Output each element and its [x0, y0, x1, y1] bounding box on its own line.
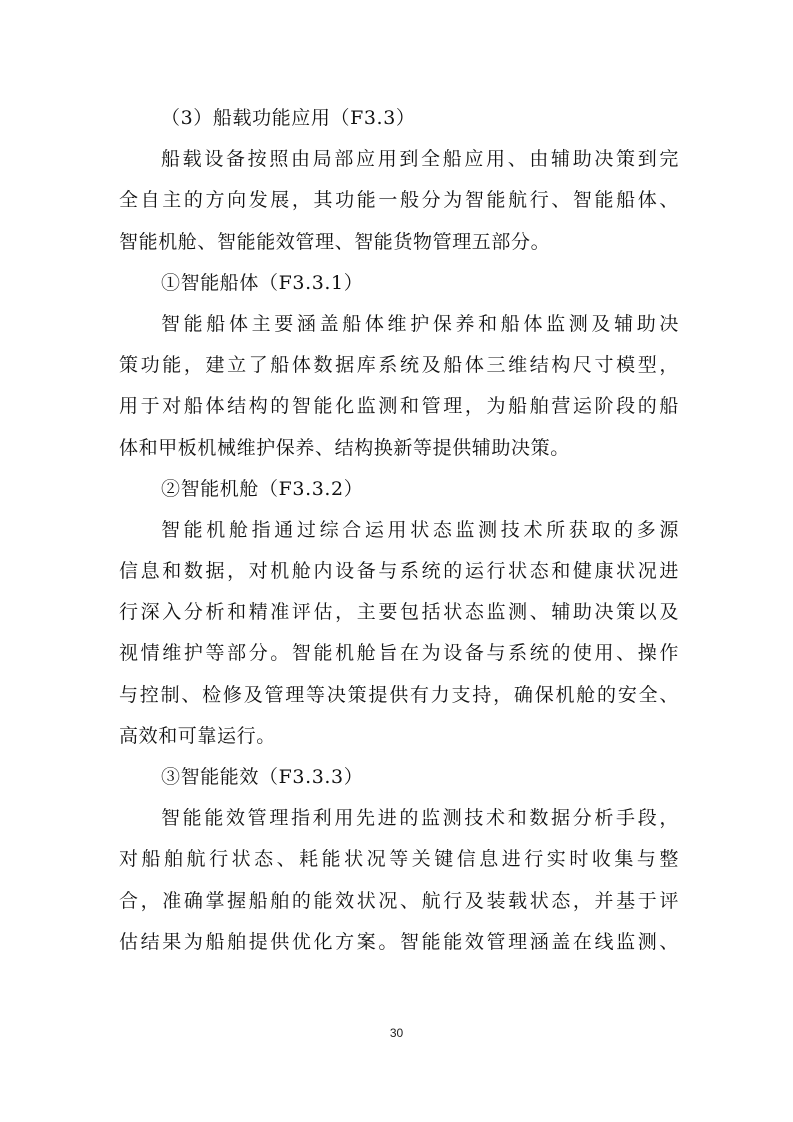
paragraph-line: 体和甲板机械维护保养、结构换新等提供辅助决策。 — [119, 436, 570, 459]
paragraph-line: 估结果为船舶提供优化方案。智能能效管理涵盖在线监测、 — [119, 930, 679, 953]
paragraph-line: 智能船体主要涵盖船体维护保养和船体监测及辅助决 — [161, 312, 679, 335]
hull-heading: ①智能船体（F3.3.1） — [161, 271, 364, 294]
paragraph-line: 与控制、检修及管理等决策提供有力支持，确保机舱的安全、 — [119, 683, 679, 706]
paragraph-line: 全自主的方向发展，其功能一般分为智能航行、智能船体、 — [119, 189, 679, 212]
paragraph-line: 策功能，建立了船体数据库系统及船体三维结构尺寸模型， — [119, 354, 679, 377]
page-body — [119, 98, 679, 963]
paragraph-line: 用于对船体结构的智能化监测和管理，为船舶营运阶段的船 — [119, 395, 679, 418]
paragraph-line: 视情维护等部分。智能机舱旨在为设备与系统的使用、操作 — [119, 642, 679, 665]
efficiency-heading: ③智能能效（F3.3.3） — [161, 766, 364, 788]
paragraph-line: 合，准确掌握船舶的能效状况、航行及装载状态，并基于评 — [119, 889, 679, 912]
section-heading: （3）船载功能应用（F3.3） — [161, 107, 416, 129]
hull-paragraph — [119, 304, 679, 469]
paragraph-line: 行深入分析和精准评估，主要包括状态监测、辅助决策以及 — [119, 601, 679, 624]
paragraph-line: 智能机舱指通过综合运用状态监测技术所获取的多源 — [161, 518, 679, 541]
paragraph-line: 船载设备按照由局部应用到全船应用、由辅助决策到完 — [161, 148, 679, 171]
page-number: 30 — [389, 1026, 404, 1040]
paragraph-line: 信息和数据，对机舱内设备与系统的运行状态和健康状况进 — [119, 560, 679, 583]
intro-paragraph — [119, 139, 679, 263]
paragraph-line: 高效和可靠运行。 — [119, 724, 276, 747]
engine-heading: ②智能机舱（F3.3.2） — [161, 477, 364, 500]
paragraph-line: 智能机舱、智能能效管理、智能货物管理五部分。 — [119, 230, 551, 253]
paragraph-line: 对船舶航行状态、耗能状况等关键信息进行实时收集与整 — [119, 848, 679, 871]
paragraph-line: 智能能效管理指利用先进的监测技术和数据分析手段， — [161, 807, 679, 830]
efficiency-paragraph — [119, 798, 679, 963]
engine-paragraph — [119, 510, 679, 757]
